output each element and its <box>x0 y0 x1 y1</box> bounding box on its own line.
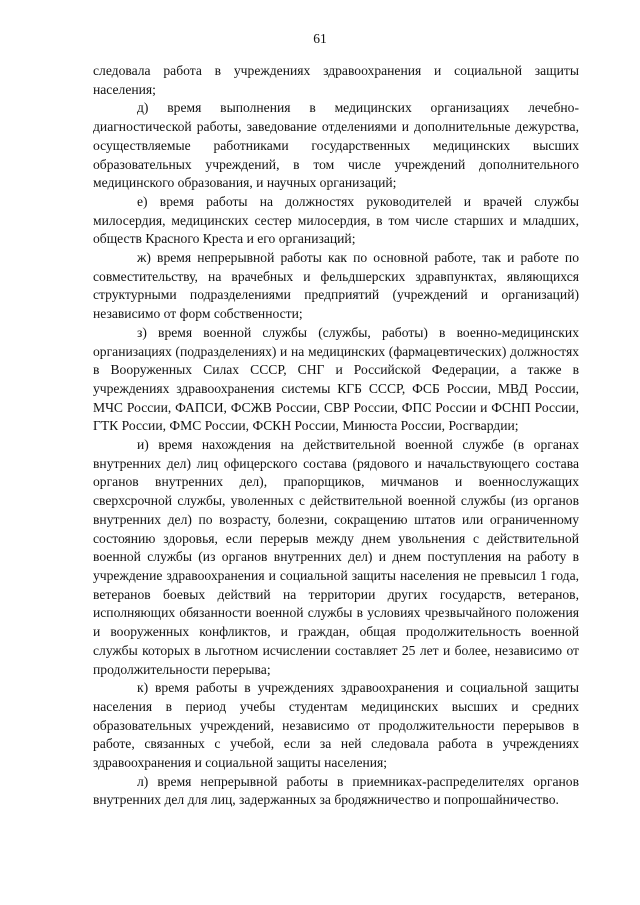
paragraph-item-e: е) время работы на должностях руководителей и врачей службы милосердия, медицинских сестер милосердия, в том числе старших и младших, обществ Красного Креста и его организаций; <box>93 193 579 247</box>
paragraph-item-d: д) время выполнения в медицинских организациях лечебно-диагностической работы, заведование отделениями и дополнительные дежурства, осуществляемые работниками государственных медицинских высших образовательных учреждений, в том числе учреждений дополнительного медицинского образования, и научных организаций; <box>93 100 579 191</box>
paragraph-item-k: к) время работы в учреждениях здравоохранения и социальной защиты населения в период учебы студентам медицинских высших и средних образовательных учреждений, независимо от продолжительности перерывов в работе, связанных с учебой, если за ней следовала работа в учреждениях здравоохранения и социальной защиты населения; <box>93 680 579 771</box>
paragraph-item-l: л) время непрерывной работы в приемниках-распределителях органов внутренних дел для лиц, задержанных за бродяжничество и попрошайничество. <box>93 773 579 808</box>
document-body <box>93 62 579 810</box>
paragraph-item-zh: ж) время непрерывной работы как по основной работе, так и работе по совместительству, на врачебных и фельдшерских здравпунктах, являющихся структурными подразделениями предприятий (учреждений и организаций) независимо от форм собственности; <box>93 250 579 322</box>
paragraph-item-i: и) время нахождения на действительной военной службе (в органах внутренних дел) лиц офицерского состава (рядового и начальствующего состава органов внутренних дел), прапорщиков, мичманов и военнослужащих сверхсрочной службы, уволенных с действительной военной службы (из органов внутренних дел) по возрасту, болезни, сокращению штатов или ограниченному состоянию здоровья, если перерыв между днем увольнения с действительной военной службы (из органов внутренних дел) и днем поступления на работу в учреждение здравоохранения и социальной защиты населения не превысил 1 года, ветеранов боевых действий на территории других государств, ветеранов, исполняющих обязанности военной службы в условиях чрезвычайного положения и вооруженных конфликтов, и граждан, общая продолжительность военной службы которых в льготном исчислении составляет 25 лет и более, независимо от продолжительности перерыва; <box>93 437 579 677</box>
paragraph-continuation: следовала работа в учреждениях здравоохранения и социальной защиты населения; <box>93 63 579 97</box>
paragraph-item-z: з) время военной службы (службы, работы) в военно-медицинских организациях (подразделениях) и на медицинских (фармацевтических) должностях в Вооруженных Силах СССР, СНГ и Российской Федерации, а также в учреждениях здравоохранения системы КГБ СССР, ФСБ России, МВД России, МЧС России, ФАПСИ, ФСЖВ России, СВР России, ФПС России и ФСНП России, ГТК России, ФМС России, ФСКН России, Минюста России, Росгвардии; <box>93 324 579 434</box>
page-number: 61 <box>313 31 327 46</box>
